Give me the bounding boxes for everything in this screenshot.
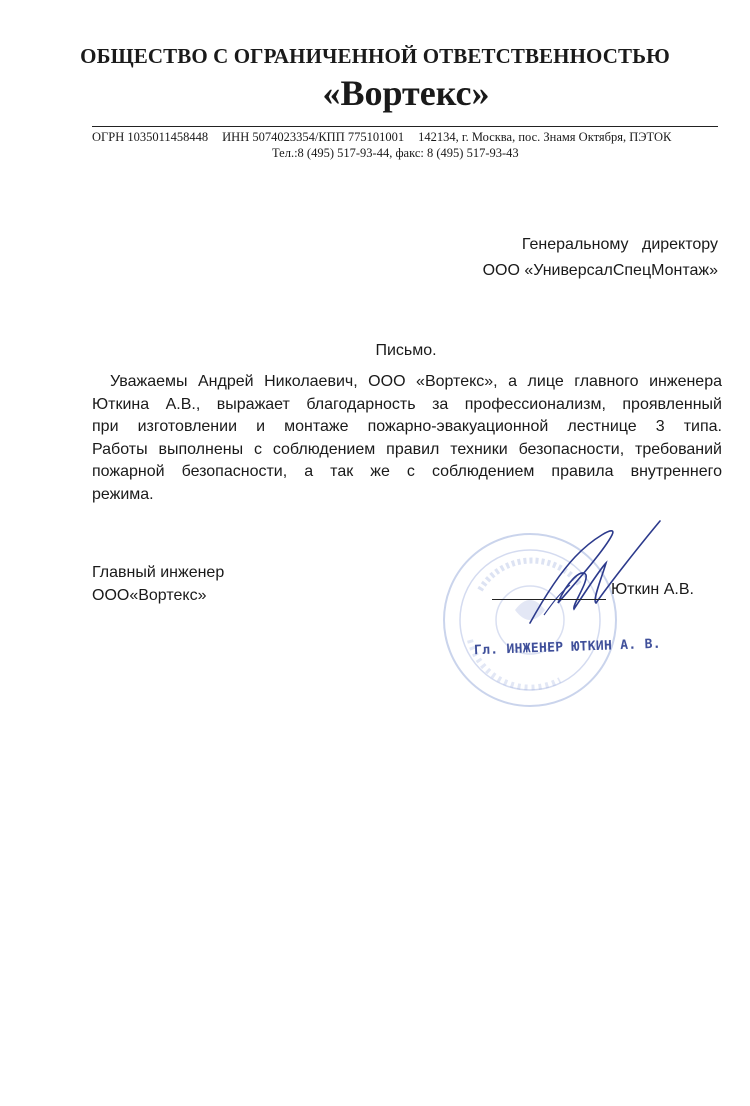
signature-line — [492, 599, 606, 600]
signer-organization: ООО«Вортекс» — [92, 587, 207, 604]
signature — [500, 505, 670, 635]
signer-name: Юткин А.В. — [611, 581, 694, 598]
engineer-stamp: Гл. ИНЖЕНЕР ЮТКИН А. В. — [473, 636, 662, 659]
inn-kpp: ИНН 5074023354/КПП 775101001 — [222, 130, 405, 144]
letter-body — [92, 371, 722, 506]
company-requisites — [92, 130, 722, 145]
body-line: Юткина А.В., выражает благодарность за профессионализм, проявленный — [92, 395, 722, 413]
body-line: при изготовлении и монтаже пожарно-эвакуационной лестнице 3 типа. — [92, 418, 722, 435]
company-phones: Тел.:8 (495) 517-93-44, факс: 8 (495) 517-93-43 — [272, 146, 519, 160]
body-line: Уважаемы Андрей Николаевич, ООО «Вортекс», а лице главного инженера — [110, 373, 722, 390]
addressee-block — [483, 232, 718, 284]
signer-title: Главный инженер — [92, 564, 225, 581]
body-line: режима. — [92, 485, 154, 503]
signer-position — [92, 561, 224, 607]
company-name: «Вортекс» — [322, 73, 490, 113]
header-divider — [92, 126, 718, 127]
addressee-position: Генеральному директору — [521, 236, 718, 253]
body-line: Работы выполнены с соблюдением правил техники безопасности, требований — [92, 440, 722, 458]
addressee-organization: ООО «УниверсалСпецМонтаж» — [482, 262, 718, 279]
company-legal-form: ОБЩЕСТВО С ОГРАНИЧЕННОЙ ОТВЕТСТВЕННОСТЬЮ — [80, 44, 670, 68]
letter-title: Письмо. — [375, 342, 437, 359]
ogrn: ОГРН 1035011458448 — [92, 130, 209, 144]
company-address: 142134, г. Москва, пос. Знамя Октября, ПЭТОК — [418, 130, 672, 144]
body-line: пожарной безопасности, а так же с соблюдением правила внутреннего — [92, 463, 722, 480]
